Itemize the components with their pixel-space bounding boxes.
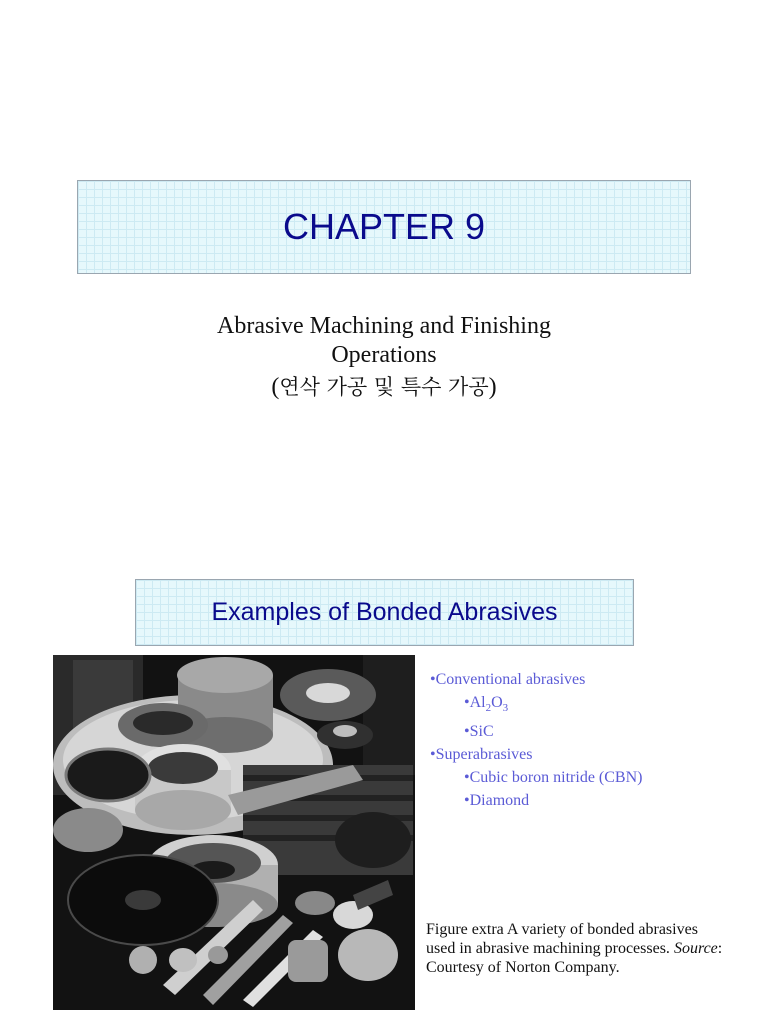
korean-text: 연삭 가공 및 특수 가공: [279, 375, 489, 399]
subtitle-korean: [0, 372, 768, 402]
subtitle-line-1: Abrasive Machining and Finishing: [217, 313, 551, 339]
figure-caption: [426, 920, 726, 977]
abrasive-types-list: [430, 668, 642, 812]
bonded-abrasives-photo: [53, 655, 415, 1010]
list-item: •Cubic boron nitride (CBN): [464, 769, 643, 787]
paren-open: (: [271, 374, 280, 400]
section-title: Examples of Bonded Abrasives: [211, 598, 558, 626]
subscript: 3: [502, 702, 509, 715]
caption-lead: Figure extra A variety of bonded abrasives used in abrasive machining processes.: [426, 921, 698, 957]
chapter-title: CHAPTER 9: [282, 206, 486, 247]
list-item: •Diamond: [464, 792, 530, 810]
caption-tail: : Courtesy of Norton Company.: [426, 940, 723, 976]
chapter-title-box: [77, 180, 691, 274]
o-text: O: [491, 694, 503, 711]
list-item: •SiC: [464, 723, 494, 741]
subtitle-line-2: Operations: [331, 342, 437, 368]
list-item-al2o3: [464, 691, 642, 720]
al-text: •Al: [464, 694, 486, 711]
paren-close: ): [488, 374, 497, 400]
section-title-box: [135, 579, 634, 646]
subscript: 2: [485, 702, 492, 715]
caption-source-label: Source: [673, 940, 718, 957]
list-item: •Conventional abrasives: [430, 671, 586, 688]
list-item: •Superabrasives: [430, 746, 533, 764]
